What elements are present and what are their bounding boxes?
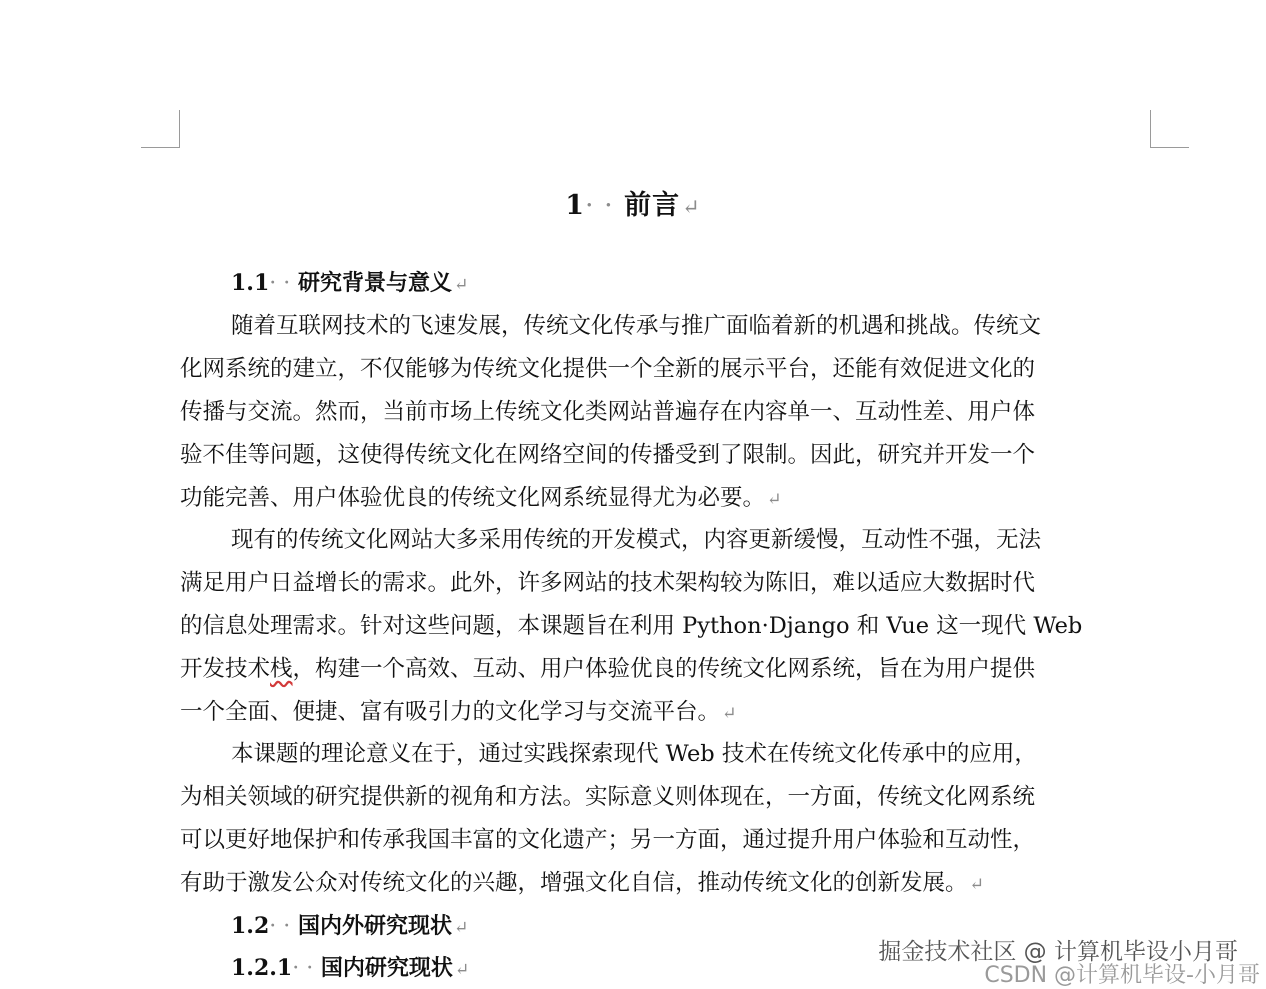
- paragraph-line-last: [180, 477, 1160, 520]
- page-corner-mark-right: [1150, 110, 1189, 148]
- chapter-title-text: 前言: [624, 190, 681, 221]
- paragraph-line-text: 开发技术: [180, 656, 271, 682]
- section-tab-dots: · ·: [292, 956, 314, 981]
- paragraph-line-last: [180, 862, 1160, 905]
- paragraph-mark-icon: ↵: [682, 194, 701, 219]
- paragraph-line: 为相关领域的研究提供新的视角和方法。实际意义则体现在，一方面，传统文化网系统: [180, 784, 1036, 810]
- page-corner-mark-left: [141, 110, 180, 148]
- section-title: 国内外研究现状: [297, 913, 452, 939]
- watermark-juejin: 掘金技术社区 @ 计算机毕设小月哥: [878, 939, 1238, 965]
- paragraph-mark-icon: ↵: [767, 490, 782, 510]
- paragraph-line-text: ，构建一个高效、互动、用户体验优良的传统文化网系统，旨在为用户提供: [292, 656, 1036, 682]
- paragraph-line-text: 功能完善、用户体验优良的传统文化网系统显得尤为必要。: [180, 485, 766, 511]
- paragraph-line: 的信息处理需求。针对这些问题，本课题旨在利用 Python·Django 和 Vue 这一现代 Web: [180, 613, 1083, 639]
- section-heading-1-2-1: [231, 953, 469, 985]
- paragraph-line: 化网系统的建立，不仅能够为传统文化提供一个全新的展示平台，还能有效促进文化的: [180, 356, 1036, 382]
- paragraph-significance: [180, 733, 1160, 905]
- section-number: 1.2.1: [231, 955, 293, 981]
- paragraph-line: 验不佳等问题，这使得传统文化在网络空间的传播受到了限制。因此，研究并开发一个: [180, 442, 1036, 468]
- spellcheck-underlined-word[interactable]: 栈: [270, 656, 293, 682]
- section-title: 研究背景与意义: [297, 270, 452, 296]
- paragraph-line: 满足用户日益增长的需求。此外，许多网站的技术架构较为陈旧，难以适应大数据时代: [180, 570, 1036, 596]
- paragraph-line: 传播与交流。然而，当前市场上传统文化类网站普遍存在内容单一、互动性差、用户体: [180, 399, 1036, 425]
- paragraph-line-text: 有助于激发公众对传统文化的兴趣，增强文化自信，推动传统文化的创新发展。: [180, 870, 968, 896]
- paragraph-line: 随着互联网技术的飞速发展，传统文化传承与推广面临着新的机遇和挑战。传统文: [231, 313, 1042, 339]
- paragraph-line: 现有的传统文化网站大多采用传统的开发模式，内容更新缓慢，互动性不强，无法: [231, 527, 1042, 553]
- section-heading-1-2: [231, 911, 468, 943]
- paragraph-mark-icon: ↵: [453, 275, 469, 295]
- section-title: 国内研究现状: [320, 955, 453, 981]
- paragraph-line: 本课题的理论意义在于，通过实践探索现代 Web 技术在传统文化传承中的应用，: [231, 741, 1037, 767]
- section-number: 1.2: [231, 913, 270, 939]
- paragraph-line: [180, 648, 1160, 691]
- paragraph-line-last: [180, 691, 1160, 734]
- chapter-tab-dots: · ·: [585, 190, 614, 221]
- section-tab-dots: · ·: [269, 914, 291, 939]
- paragraph-mark-icon: ↵: [722, 704, 737, 724]
- chapter-title: [0, 184, 1266, 228]
- paragraph-mark-icon: ↵: [454, 960, 470, 980]
- paragraph-problems: [180, 519, 1160, 734]
- paragraph-mark-icon: ↵: [453, 918, 469, 938]
- watermark-csdn: CSDN @计算机毕设-小月哥: [984, 963, 1260, 988]
- paragraph-background: [180, 305, 1160, 520]
- paragraph-line: 可以更好地保护和传承我国丰富的文化遗产；另一方面，通过提升用户体验和互动性，: [180, 827, 1036, 853]
- chapter-number: 1: [565, 190, 585, 221]
- section-tab-dots: · ·: [269, 271, 291, 296]
- paragraph-mark-icon: ↵: [969, 875, 985, 895]
- paragraph-line-text: 一个全面、便捷、富有吸引力的文化学习与交流平台。: [180, 699, 721, 725]
- section-number: 1.1: [231, 270, 270, 296]
- section-heading-1-1: [231, 268, 468, 300]
